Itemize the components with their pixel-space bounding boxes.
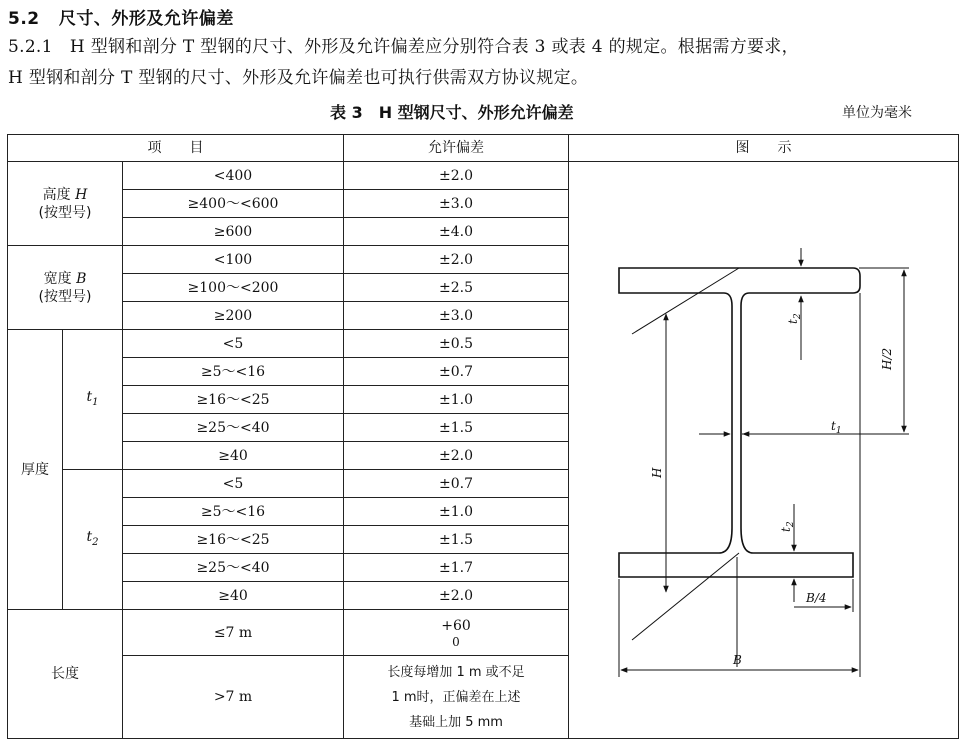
tolerance-table xyxy=(7,134,959,739)
table-row xyxy=(8,162,959,190)
clause-number: 5.2.1 xyxy=(8,37,53,57)
tolerance-cell: ±0.7 xyxy=(344,358,569,386)
range-cell: ≥16～<25 xyxy=(123,526,344,554)
range-cell: <5 xyxy=(123,470,344,498)
tolerance-cell: ±1.7 xyxy=(344,554,569,582)
tolerance-cell: ±3.0 xyxy=(344,302,569,330)
range-cell: <400 xyxy=(123,162,344,190)
figure-cell xyxy=(569,162,959,739)
range-cell: ≥40 xyxy=(123,442,344,470)
tolerance-cell: ±0.7 xyxy=(344,470,569,498)
label-b: B xyxy=(733,653,742,667)
range-cell: ≤7 m xyxy=(123,610,344,656)
table-header-row xyxy=(8,135,959,162)
range-cell: ≥25～<40 xyxy=(123,414,344,442)
header-figure: 图 示 xyxy=(569,135,959,162)
tolerance-cell: ±1.0 xyxy=(344,498,569,526)
height-label: 高度 xyxy=(42,186,71,203)
label-t2-top: $t_2$ xyxy=(786,313,803,324)
range-cell: ≥5～<16 xyxy=(123,498,344,526)
header-item: 项 目 xyxy=(8,135,344,162)
tolerance-upper: +60 xyxy=(441,617,471,634)
label-h-half: H/2 xyxy=(880,347,894,370)
clause-line-2: H 型钢和剖分 T 型钢的尺寸、外形及允许偏差也可执行供需双方协议规定。 xyxy=(8,68,589,88)
range-cell: ≥16～<25 xyxy=(123,386,344,414)
width-label: 宽度 xyxy=(43,270,72,287)
section-number: 5.2 xyxy=(8,9,40,29)
width-note: (按型号) xyxy=(38,288,92,305)
tolerance-cell: ±3.0 xyxy=(344,190,569,218)
range-cell: ≥100～<200 xyxy=(123,274,344,302)
height-label-cell xyxy=(8,162,123,246)
section-title: 尺寸、外形及允许偏差 xyxy=(58,9,234,29)
height-symbol: H xyxy=(75,186,88,203)
tolerance-cell: ±4.0 xyxy=(344,218,569,246)
tolerance-cell: ±2.0 xyxy=(344,162,569,190)
h-beam-diagram xyxy=(569,162,959,732)
label-t1: $t_1$ xyxy=(831,419,842,436)
range-cell: ≥40 xyxy=(123,582,344,610)
tolerance-cell: ±0.5 xyxy=(344,330,569,358)
tolerance-cell xyxy=(344,610,569,656)
header-tolerance: 允许偏差 xyxy=(344,135,569,162)
height-note: (按型号) xyxy=(38,204,92,221)
tolerance-cell: ±2.5 xyxy=(344,274,569,302)
width-label-cell xyxy=(8,246,123,330)
length-label: 长度 xyxy=(8,610,123,739)
h-beam-outline xyxy=(619,268,860,577)
thickness-label: 厚度 xyxy=(8,330,63,610)
range-cell: >7 m xyxy=(123,656,344,739)
label-t2-bottom: $t_2$ xyxy=(779,521,796,532)
t2-symbol: $t_2$ xyxy=(63,470,123,610)
length-note: 长度每增加 1 m 或不足 1 m时，正偏差在上述 基础上加 5 mm xyxy=(344,656,569,739)
range-cell: ≥5～<16 xyxy=(123,358,344,386)
tolerance-cell: ±1.5 xyxy=(344,526,569,554)
range-cell: ≥600 xyxy=(123,218,344,246)
tolerance-lower: 0 xyxy=(452,634,460,649)
label-h: H xyxy=(650,467,664,478)
clause-paragraph xyxy=(8,32,953,94)
tolerance-cell: ±1.5 xyxy=(344,414,569,442)
tolerance-cell: ±2.0 xyxy=(344,246,569,274)
tolerance-cell: ±2.0 xyxy=(344,582,569,610)
range-cell: <100 xyxy=(123,246,344,274)
tolerance-cell: ±1.0 xyxy=(344,386,569,414)
range-cell: <5 xyxy=(123,330,344,358)
tolerance-cell: ±2.0 xyxy=(344,442,569,470)
table-caption: 表 3 H 型钢尺寸、外形允许偏差 xyxy=(330,103,574,122)
range-cell: ≥400～<600 xyxy=(123,190,344,218)
range-cell: ≥200 xyxy=(123,302,344,330)
section-heading xyxy=(8,4,234,29)
width-symbol: B xyxy=(76,270,87,287)
label-b-quarter: B/4 xyxy=(806,591,827,605)
clause-line-1: H 型钢和剖分 T 型钢的尺寸、外形及允许偏差应分别符合表 3 或表 4 的规定。根据需方要求， xyxy=(69,37,799,57)
t1-symbol: $t_1$ xyxy=(63,330,123,470)
table-unit: 单位为毫米 xyxy=(842,105,912,121)
range-cell: ≥25～<40 xyxy=(123,554,344,582)
